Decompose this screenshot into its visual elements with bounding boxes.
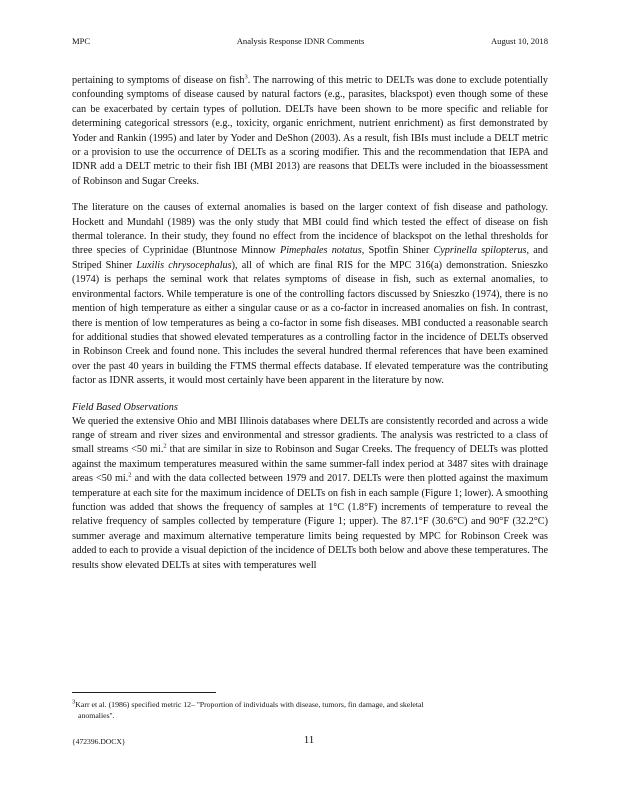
page-number: 11 [303,734,315,746]
header-right: August 10, 2018 [490,36,548,46]
footnote-line-2: anomalies''. [78,711,115,720]
footnote-rule [72,692,216,693]
page-header [72,36,548,50]
footnote-marker: 3 [72,698,76,706]
body-text [72,74,548,573]
paragraph-delt-metric: pertaining to symptoms of disease on fish$^3$. The narrowing of this metric to DELTs was done to exclude potentially confounding symptoms of disease caused by natural factors (e.g., parasites, blackspot) even though some of these can be exacerbated by certain types of pollution. DELTs have been shown to be more specific and reliable for determining categorical stressors (e.g., toxicity, organic enrichment, nutrient enrichment) as first demonstrated by Yoder and Rankin (1995) and later by Yoder and DeShon (2003). As a result, fish IBIs must include a DELT metric or a provision to use the occurrence of DELTs as a scoring modifier. This and the recommendation that IEPA and IDNR add a DELT metric to their fish IBI (MBI 2013) are reasons that DELTs were included in the bioassessment of Robinson and Sugar Creeks. [72,73,548,187]
footnote-line-1: Karr et al. (1986) specified metric 12– ''Proportion of individuals with disease, tumors, fin damage, and skeletal [75,700,424,709]
paragraph-literature: The literature on the causes of external anomalies is based on the larger context of fish disease and pathology. Hockett and Mundahl (1989) was the only study that MBI could find which tested the effect of disease on fish thermal tolerance. In their study, they found no effect from the incidence of blackspot on the lethal thresholds for three species of Cyprinidae (Bluntnose Minnow Pimephales notatus, Spotfin Shiner Cyprinella spilopterus, and Striped Shiner Luxilis chrysocephalus), all of which are final RIS for the MPC 316(a) demonstration. Snieszko (1974) is perhaps the seminal work that relates symptoms of disease in fish, such as external anomalies, to environmental factors. While temperature is one of the controlling factors discussed by Snieszko (1974), there is no mention of high temperature as either a singular cause or as a co-factor in increased anomalies on fish. In contrast, there is mention of low temperatures as being a co-factor in some fish diseases. MBI conducted a reasonable search for additional studies that showed elevated temperatures as a controlling factor in the incidence of DELTs observed in Robinson Creek and found none. This includes the several hundred thermal references that have been examined over the past 40 years in building the FTMS thermal effects database. If elevated temperature was the contributing factor as IDNR asserts, it would most certainly have been apparent in the literature by now. [72,202,548,387]
paragraph-field-observations: We queried the extensive Ohio and MBI Illinois databases where DELTs are consistently recorded and across a wide range of stream and river sizes and environmental and stressor gradients. The analysis was restricted to a class of small streams <50 mi.$^2$ that are similar in size to Robinson and Sugar Creeks. The frequency of DELTs was plotted against the maximum temperatures measured within the same summer-fall index period at 3487 sites with drainage areas <50 mi.$^2$ and with the data collected between 1979 and 2017. DELTs were then plotted against the maximum temperature at each site for the maximum incidence of DELTs on fish in each sample (Figure 1; lower). A smoothing function was added that shows the frequency of samples at 1°C (1.8°F) increments of temperature to reveal the relative frequency of samples collected by temperature (Figure 1; upper). The 87.1°F (30.6°C) and 90°F (32.2°C) summer average and maximum alternative temperature limits being requested by MPC for Robinson Creek was added to each to provide a visual depiction of the incidence of DELTs both below and above these temperatures. The results show elevated DELTs at sites with temperatures well [72,415,548,571]
section-heading: Field Based Observations [72,401,178,413]
header-left: MPC [72,36,91,46]
footnote [72,699,542,721]
footer-doc-id: {472396.DOCX} [72,737,126,746]
header-center: Analysis Response IDNR Comments [236,36,365,46]
